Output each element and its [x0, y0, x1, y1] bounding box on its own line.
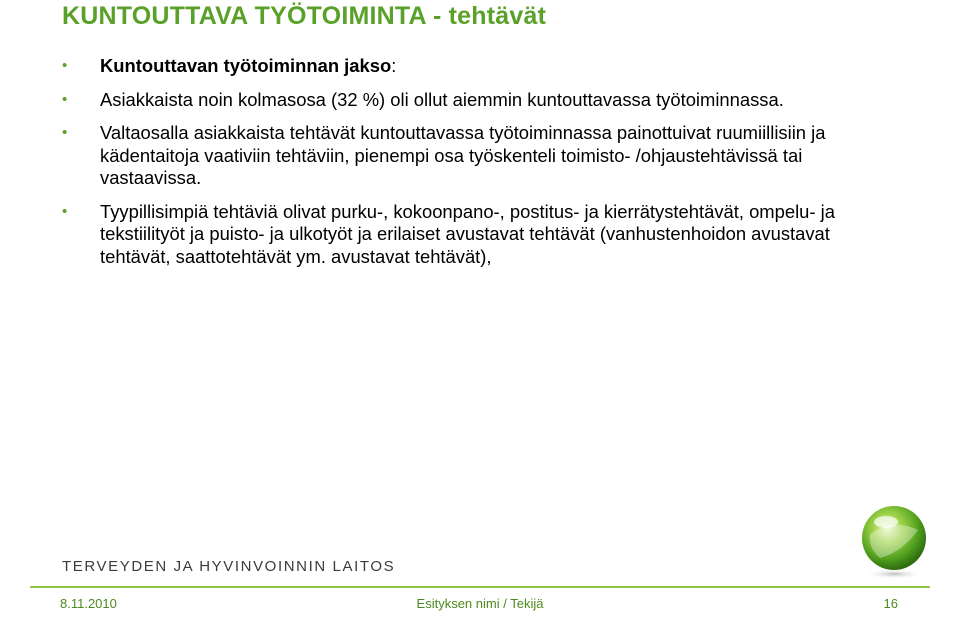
bullet-bold-text: Kuntouttavan työtoiminnan jakso	[100, 55, 392, 76]
bullet-dot-icon: •	[62, 124, 68, 141]
bullet-text: Asiakkaista noin kolmasosa (32 %) oli ollut aiemmin kuntouttavassa työtoiminnassa.	[100, 88, 784, 110]
slide-title: KUNTOUTTAVA TYÖTOIMINTA - tehtävät	[62, 2, 547, 30]
bullet-item	[62, 201, 862, 269]
green-sphere-logo-icon	[854, 500, 934, 580]
bullet-item	[62, 55, 862, 78]
bullet-list	[62, 55, 862, 279]
bullet-dot-icon: •	[62, 57, 68, 74]
bullet-item	[62, 89, 862, 112]
page-number: 16	[883, 596, 898, 611]
footer-divider	[30, 586, 930, 588]
bullet-text: Tyypillisimpiä tehtäviä olivat purku-, kokoonpano-, postitus- ja kierrätystehtävät, ompelu- ja tekstiilityöt ja puisto- ja ulkotyöt ja erilaiset avustavat tehtävät (vanhustenhoidon avustavat tehtävät, saattotehtävät ym. avustavat tehtävät),	[100, 200, 835, 267]
bullet-text: Valtaosalla asiakkaista tehtävät kuntouttavassa työtoiminnassa painottuivat ruumiillisiin ja kädentaitoja vaativiin tehtäviin, pienempi osa työskenteli toimisto- /ohjaustehtävissä tai vastaavissa.	[100, 122, 826, 188]
organization-logo-text: TERVEYDEN JA HYVINVOINNIN LAITOS	[62, 558, 396, 575]
bullet-dot-icon: •	[62, 90, 68, 108]
footer-date: 8.11.2010	[60, 596, 117, 611]
bullet-dot-icon: •	[62, 202, 68, 220]
bullet-text: :	[391, 55, 397, 76]
bullet-item	[62, 122, 862, 190]
footer-presentation-info: Esityksen nimi / Tekijä	[416, 596, 544, 611]
